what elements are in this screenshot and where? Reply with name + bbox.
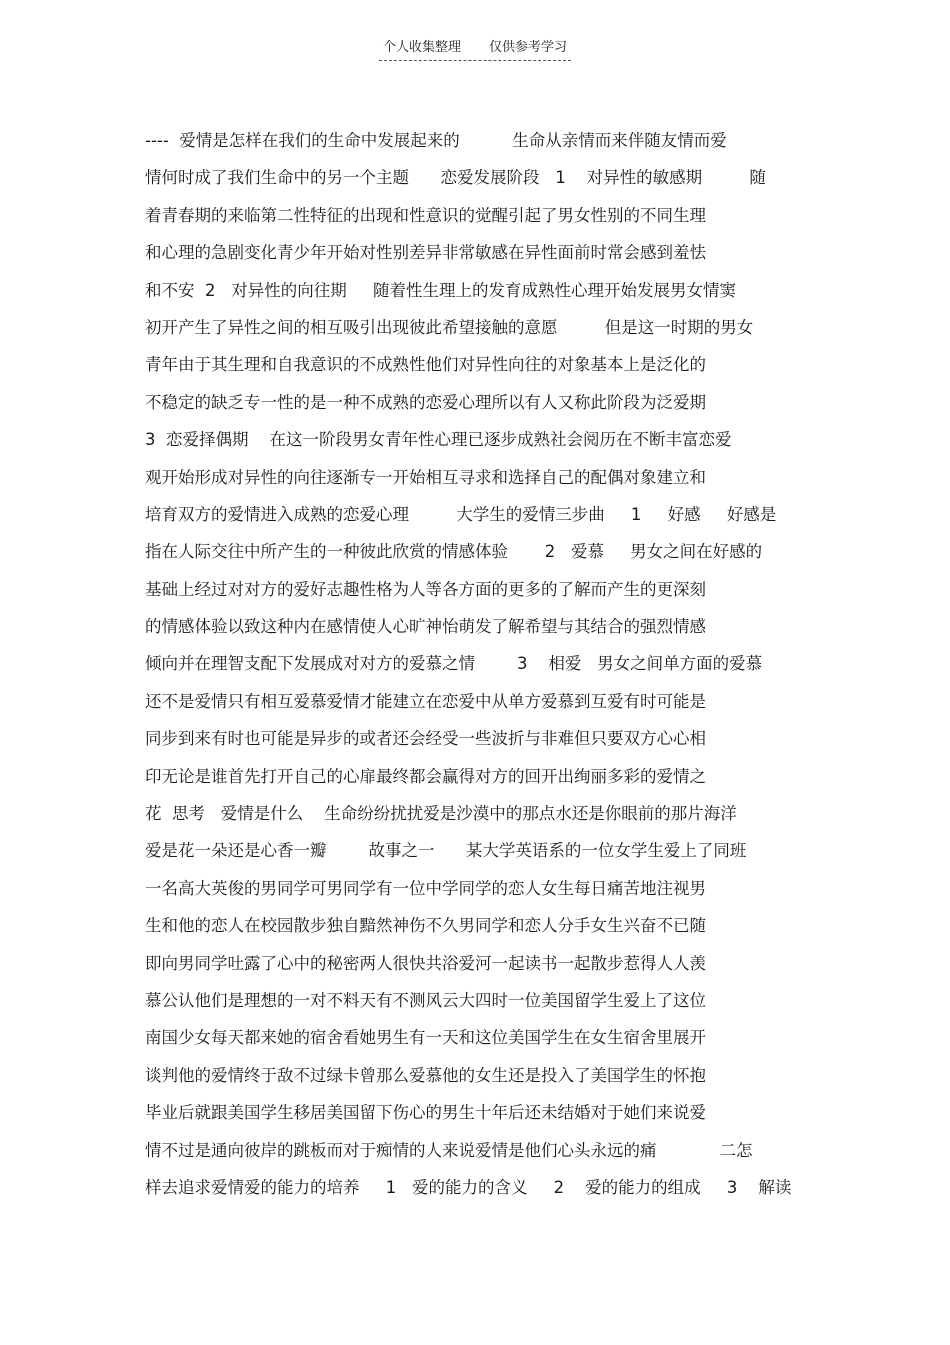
text-line: 生和他的恋人在校园散步独自黯然神伤不久男同学和恋人分手女生兴奋不已随 — [145, 916, 706, 936]
text-line: 着青春期的来临第二性特征的出现和性意识的觉醒引起了男女性别的不同生理 — [145, 205, 706, 225]
text-line: 一名高大英俊的男同学可男同学有一位中学同学的恋人女生每日痛苦地注视男 — [145, 878, 706, 898]
text-line: 还不是爱情只有相互爱慕爱情才能建立在恋爱中从单方爱慕到互爱有时可能是 — [145, 691, 706, 711]
header-banner — [379, 38, 571, 61]
text-line: 培育双方的爱情进入成熟的恋爱心理 大学生的爱情三步曲 1 好感 好感是 — [145, 504, 777, 524]
text-line: 慕公认他们是理想的一对不料天有不测风云大四时一位美国留学生爱上了这位 — [145, 990, 706, 1010]
text-line: 基础上经过对对方的爱好志趣性格为人等各方面的更多的了解而产生的更深刻 — [145, 579, 706, 599]
text-line: ---- 爱情是怎样在我们的生命中发展起来的 生命从亲情而来伴随友情而爱 — [145, 131, 727, 150]
text-line: 谈判他的爱情终于敌不过绿卡曾那么爱慕他的女生还是投入了美国学生的怀抱 — [145, 1065, 706, 1085]
text-line: 同步到来有时也可能是异步的或者还会经受一些波折与非难但只要双方心心相 — [145, 729, 706, 749]
text-line: 指在人际交往中所产生的一种彼此欣赏的情感体验 2 爱慕 男女之间在好感的 — [145, 542, 763, 562]
text-line: 3 恋爱择偶期 在这一阶段男女青年性心理已逐步成熟社会阅历在不断丰富恋爱 — [145, 430, 732, 450]
text-line: 印无论是谁首先打开自己的心扉最终都会赢得对方的回开出绚丽多彩的爱情之 — [145, 766, 706, 786]
text-line: 的情感体验以致这种内在感情使人心旷神怡萌发了解希望与其结合的强烈情感 — [145, 617, 706, 637]
text-line: 青年由于其生理和自我意识的不成熟性他们对异性向往的对象基本上是泛化的 — [145, 355, 706, 375]
page-header — [0, 38, 950, 61]
text-line: 样去追求爱情爱的能力的培养 1 爱的能力的含义 2 爱的能力的组成 3 解读 — [145, 1177, 792, 1197]
header-left-text: 个人收集整理 — [382, 40, 461, 55]
text-line: 不稳定的缺乏专一性的是一种不成熟的恋爱心理所以有人又称此阶段为泛爱期 — [145, 392, 706, 412]
text-line: 即向男同学吐露了心中的秘密两人很快共浴爱河一起读书一起散步惹得人人羡 — [145, 953, 706, 973]
text-line: 花 思考 爱情是什么 生命纷纷扰扰爱是沙漠中的那点水还是你眼前的那片海洋 — [145, 804, 737, 824]
text-line: 情不过是通向彼岸的跳板而对于痴情的人来说爱情是他们心头永远的痛 二怎 — [145, 1140, 753, 1160]
text-line: 和心理的急剧变化青少年开始对性别差异非常敏感在异性面前时常会感到羞怯 — [145, 243, 706, 263]
text-line: 初开产生了异性之间的相互吸引出现彼此希望接触的意愿 但是这一时期的男女 — [145, 317, 754, 337]
text-line: 毕业后就跟美国学生移居美国留下伤心的男生十年后还未结婚对于她们来说爱 — [145, 1103, 706, 1123]
text-line: 观开始形成对异性的向往逐渐专一开始相互寻求和选择自己的配偶对象建立和 — [145, 467, 706, 487]
text-line: 和不安 2 对异性的向往期 随着性生理上的发育成熟性心理开始发展男女情窦 — [145, 280, 736, 300]
text-line: 爱是花一朵还是心香一瓣 故事之一 某大学英语系的一位女学生爱上了同班 — [145, 841, 747, 861]
text-line: 南国少女每天都来她的宿舍看她男生有一天和这位美国学生在女生宿舍里展开 — [145, 1028, 706, 1048]
document-body — [145, 122, 810, 1206]
text-line: 倾向并在理智支配下发展成对对方的爱慕之情 3 相爱 男女之间单方面的爱慕 — [145, 654, 763, 674]
text-line: 情何时成了我们生命中的另一个主题 恋爱发展阶段 1 对异性的敏感期 随 — [145, 168, 766, 188]
header-right-text: 仅供参考学习 — [489, 40, 568, 55]
